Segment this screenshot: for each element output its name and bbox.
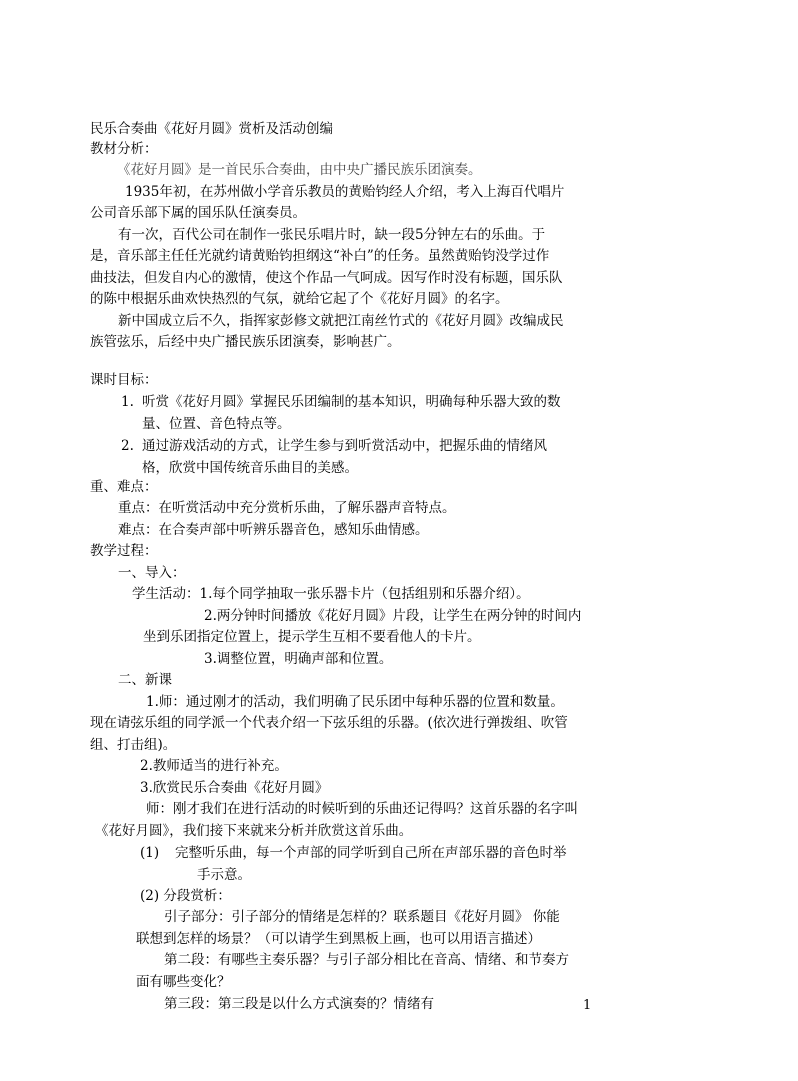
- key-point: 重点：在听赏活动中充分赏析乐曲，了解乐器声音特点。: [118, 500, 456, 516]
- goal-text: 听赏《花好月圆》掌握民乐团编制的基本知识，明确每种乐器大致的数: [142, 394, 561, 410]
- step-text: (2) 分段赏析：: [140, 888, 231, 904]
- lesson-line: 师：刚才我们在进行活动的时候听到的乐曲还记得吗？这首乐器的名字叫: [146, 801, 578, 817]
- step-text: 手示意。: [197, 867, 251, 883]
- goal-text: 通过游戏活动的方式，让学生参与到听赏活动中，把握乐曲的情绪风: [142, 438, 547, 454]
- goal-number: 2.: [121, 438, 134, 454]
- lesson-line: 现在请弦乐组的同学派一个代表介绍一下弦乐组的乐器。(依次进行弹拨组、吹管: [90, 715, 568, 731]
- analysis-line: 《花好月圆》是一首民乐合奏曲，由中央广播民族乐团演奏。: [117, 162, 482, 178]
- lesson-line: 组、打击组)。: [90, 737, 177, 753]
- goal-text: 格，欣赏中国传统音乐曲目的美感。: [142, 460, 358, 476]
- section-line: 第二段：有哪些主奏乐器？与引子部分相比在音高、情绪、和节奏方: [164, 952, 569, 968]
- analysis-line: 族管弦乐，后经中央广播民族乐团演奏，影响甚广。: [90, 334, 401, 350]
- analysis-line: 曲技法，但发自内心的激情，使这个作品一气呵成。因写作时没有标题，国乐队: [90, 270, 563, 286]
- activity-line: 坐到乐团指定位置上，提示学生互相不要看他人的卡片。: [143, 629, 481, 645]
- lesson-line: 3.欣赏民乐合奏曲《花好月圆》: [140, 780, 329, 796]
- analysis-line: 1935年初，在苏州做小学音乐教员的黄贻钧经人介绍，考入上海百代唱片: [125, 184, 565, 200]
- goal-number: 1.: [121, 394, 134, 410]
- difficult-point: 难点：在合奏声部中听辨乐器音色，感知乐曲情感。: [118, 522, 429, 538]
- step-text: 完整听乐曲，每一个声部的同学听到自己所在声部乐器的音色时举: [175, 845, 567, 861]
- activity-line: 3.调整位置，明确声部和位置。: [204, 651, 393, 667]
- doc-title: 民乐合奏曲《花好月圆》赏析及活动创编: [90, 121, 333, 137]
- section-line: 面有哪些变化？: [136, 974, 231, 990]
- process-heading: 教学过程：: [90, 543, 158, 559]
- section-line: 联想到怎样的场景？（可以请学生到黑板上画，也可以用语言描述）: [136, 931, 541, 947]
- new-lesson-heading: 二、新课: [118, 672, 172, 688]
- analysis-line: 有一次，百代公司在制作一张民乐唱片时，缺一段5分钟左右的乐曲。于: [118, 227, 546, 243]
- section-line: 第三段：第三段是以什么方式演奏的？情绪有: [164, 996, 434, 1012]
- analysis-line: 新中国成立后不久，指挥家彭修文就把江南丝竹式的《花好月圆》改编成民: [118, 313, 564, 329]
- analysis-heading: 教材分析：: [90, 141, 158, 157]
- intro-heading: 一、导入：: [118, 565, 186, 581]
- key-heading: 重、难点：: [90, 479, 158, 495]
- lesson-line: 2.教师适当的进行补充。: [140, 758, 288, 774]
- page-number: 1: [583, 998, 592, 1013]
- analysis-line: 的陈中根据乐曲欢快热烈的气氛，就给它起了个《花好月圆》的名字。: [90, 291, 509, 307]
- section-line: 引子部分：引子部分的情绪是怎样的？联系题目《花好月圆》 你能: [164, 909, 560, 925]
- goal-text: 量、位置、音色特点等。: [142, 416, 291, 432]
- lesson-line: 1.师：通过刚才的活动，我们明确了民乐团中每种乐器的位置和数量。: [146, 694, 564, 710]
- goals-heading: 课时目标：: [90, 372, 158, 388]
- student-activity: 学生活动：1.每个同学抽取一张乐器卡片（包括组别和乐器介绍）。: [132, 586, 530, 602]
- analysis-line: 是，音乐部主任任光就约请黄贻钧担纲这“补白”的任务。虽然黄贻钧没学过作: [90, 248, 550, 264]
- step-number: (1): [140, 845, 160, 861]
- activity-line: 2.两分钟时间播放《花好月圆》片段，让学生在两分钟的时间内: [204, 608, 582, 624]
- lesson-line: 《花好月圆》，我们接下来就来分析并欣赏这首乐曲。: [95, 823, 413, 839]
- analysis-line: 公司音乐部下属的国乐队任演奏员。: [90, 205, 306, 221]
